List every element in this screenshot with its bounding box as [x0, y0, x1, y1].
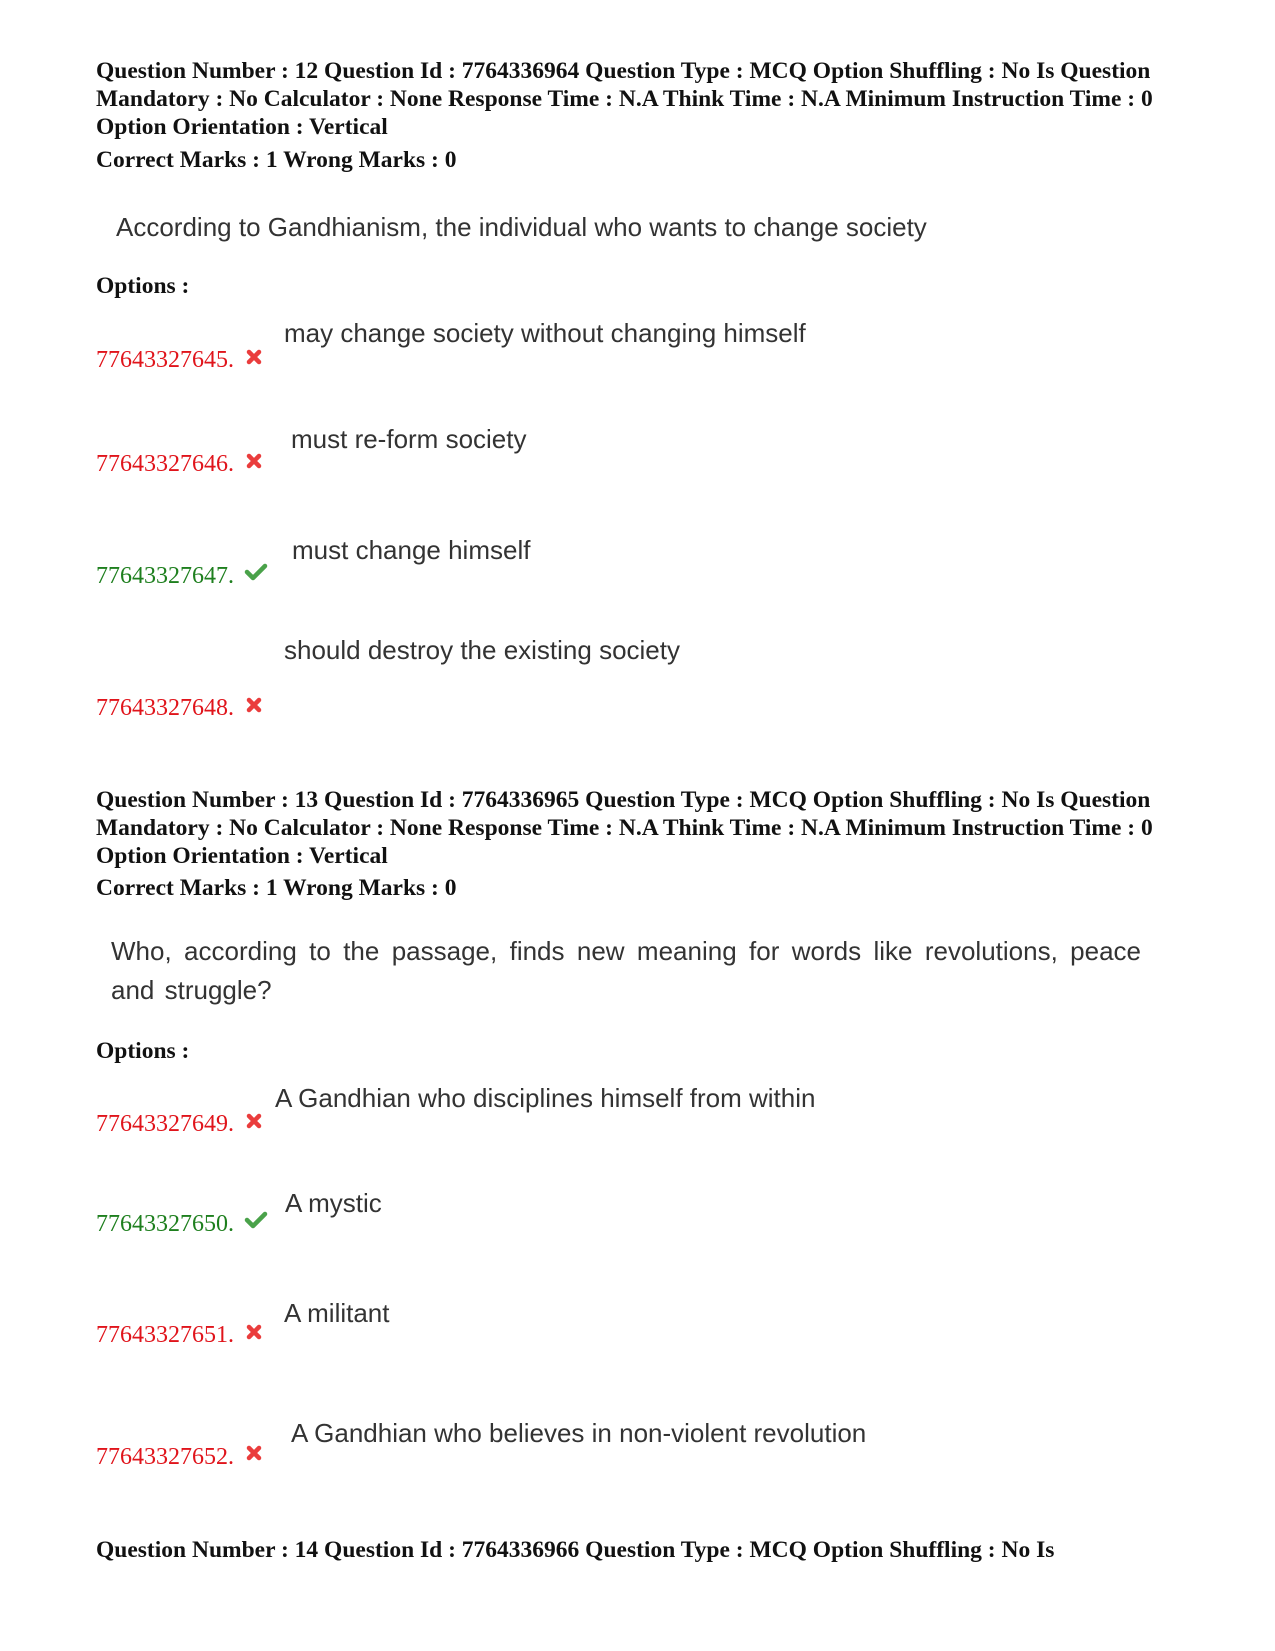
- option-text: must re-form society: [291, 424, 527, 454]
- option-id: 77643327651.: [96, 1322, 234, 1348]
- option-text: should destroy the existing society: [284, 635, 680, 665]
- option-id: 77643327652.: [96, 1444, 234, 1470]
- cross-icon: [244, 347, 264, 367]
- option-text: A mystic: [285, 1188, 382, 1218]
- option-id: 77643327645.: [96, 347, 234, 373]
- cross-icon: [244, 1443, 264, 1463]
- check-icon: [244, 1210, 268, 1230]
- question-12-marks: Correct Marks : 1 Wrong Marks : 0: [96, 147, 457, 173]
- option-text: may change society without changing himself: [284, 318, 806, 348]
- question-13-marks: Correct Marks : 1 Wrong Marks : 0: [96, 875, 457, 901]
- question-13-text: Who, according to the passage, finds new meaning for words like revolutions, peace and struggle?: [111, 936, 1141, 1005]
- option-id: 77643327649.: [96, 1111, 234, 1137]
- option-id: 77643327646.: [96, 451, 234, 477]
- cross-icon: [244, 451, 264, 471]
- option-id: 77643327648.: [96, 695, 234, 721]
- question-12-options-label: Options :: [96, 273, 190, 299]
- cross-icon: [244, 1322, 264, 1342]
- option-id: 77643327647.: [96, 563, 234, 589]
- cross-icon: [244, 1111, 264, 1131]
- question-12-meta: Question Number : 12 Question Id : 7764336964 Question Type : MCQ Option Shuffling : No Is Question Mandatory : No Calculator : None Response Time : N.A Think Time : N.A Minimum Instruction Time : 0 Option Orientation : Vertical: [96, 58, 1153, 140]
- question-13-meta: Question Number : 13 Question Id : 7764336965 Question Type : MCQ Option Shuffling : No Is Question Mandatory : No Calculator : None Response Time : N.A Think Time : N.A Minimum Instruction Time : 0 Option Orientation : Vertical: [96, 787, 1153, 869]
- check-icon: [244, 562, 268, 582]
- question-13-options-label: Options :: [96, 1038, 190, 1064]
- question-12-text: According to Gandhianism, the individual who wants to change society: [116, 212, 927, 242]
- option-text: A Gandhian who believes in non-violent revolution: [291, 1418, 867, 1448]
- question-14-meta: Question Number : 14 Question Id : 7764336966 Question Type : MCQ Option Shuffling : No Is: [96, 1537, 1055, 1563]
- option-text: A militant: [284, 1298, 390, 1328]
- cross-icon: [244, 695, 264, 715]
- option-id: 77643327650.: [96, 1211, 234, 1237]
- option-text: must change himself: [292, 535, 531, 565]
- option-text: A Gandhian who disciplines himself from within: [275, 1083, 816, 1113]
